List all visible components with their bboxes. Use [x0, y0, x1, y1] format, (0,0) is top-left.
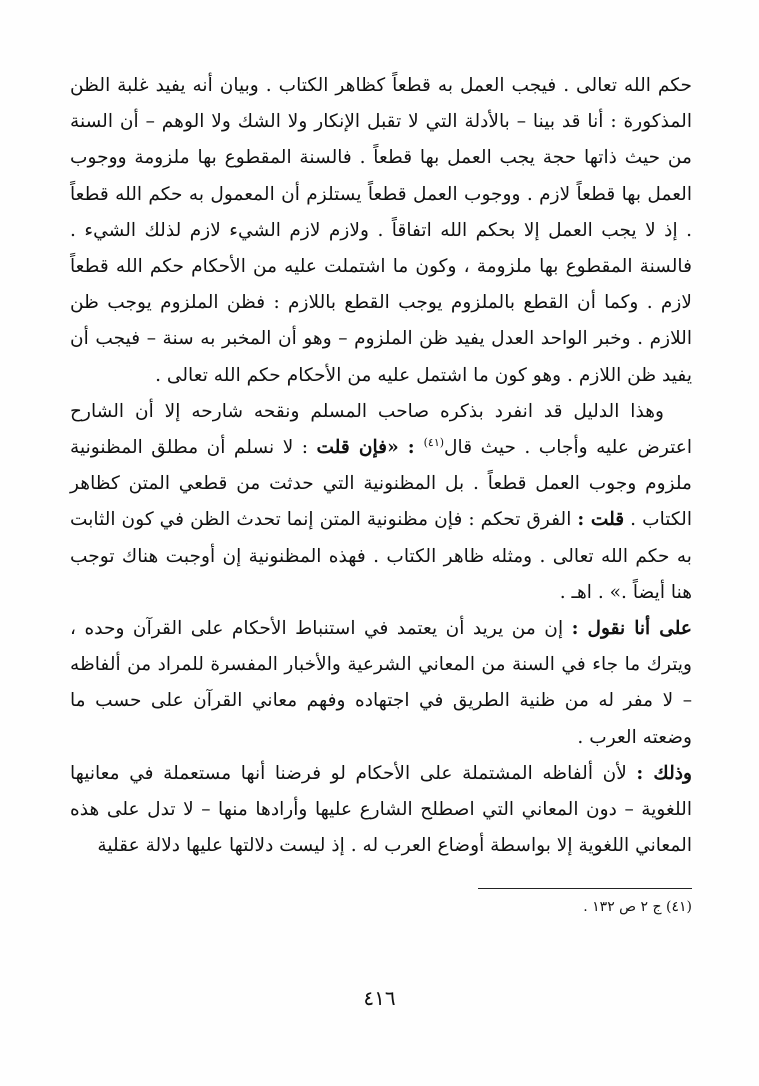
paragraph-3 [70, 611, 692, 756]
footnote-divider [478, 888, 692, 889]
footnote-reference: (٤١) [423, 435, 445, 449]
paragraph-4 [70, 756, 692, 865]
page-number: ٤١٦ [363, 986, 396, 1010]
paragraph-2-text-mid: : لا نسلم أن مطلق المظنونية ملزوم وجوب العمل قطعاً . بل المظنونية التي حدثت من قطعي المتن كظاهر الكتاب . [70, 437, 692, 531]
paragraph-2-text-end: الفرق تحكم : فإن مظنونية المتن إنما تحدث الظن في كون الثابت به حكم الله تعالى . ومثله ظاهر الكتاب . فهذه المظنونية إن أوجبت هناك توجب هنا أيضاً .» . اهـ . [70, 509, 692, 603]
paragraph-1-text: حكم الله تعالى . فيجب العمل به قطعاً كظاهر الكتاب . وبيان أنه يفيد غلبة الظن المذكورة : أنا قد بينا – بالأدلة التي لا تقبل الإنكار ولا الشك ولا الوهم – أن السنة من حيث ذاتها حجة يجب العمل بها قطعاً . فالسنة المقطوع بها ملزومة ووجوب العمل بها قطعاً لازم . ووجوب العمل قطعاً يستلزم أن المعمول به حكم الله قطعاً . إذ لا يجب العمل إلا بحكم الله اتفاقاً . ولازم لازم الشيء لازم لذلك الشيء . فالسنة المقطوع بها ملزومة ، وكون ما اشتملت عليه من الأحكام حكم الله قطعاً لازم . وكما أن القطع بالملزوم يوجب القطع باللازم : فظن الملزوم يوجب ظن اللازم . وخبر الواحد العدل يفيد ظن الملزوم – وهو أن المخبر به سنة – فيجب أن يفيد ظن اللازم . وهو كون ما اشتمل عليه من الأحكام حكم الله تعالى . [70, 75, 692, 386]
quote-lead: : «فإن قلت [316, 437, 424, 459]
paragraph-3-text: إن من يريد أن يعتمد في استنباط الأحكام على القرآن وحده ، ويترك ما جاء في السنة من المعاني الشرعية والأخبار المفسرة للمراد من ألفاظه – لا مفر له من ظنية الطريق في اجتهاده وفهم معاني القرآن على حسب ما وضعته العرب . [70, 618, 692, 748]
paragraph-1 [70, 68, 692, 394]
paragraph-3-lead: على أنا نقول : [571, 618, 693, 640]
paragraph-4-lead: وذلك : [636, 762, 692, 784]
main-text [70, 68, 692, 864]
paragraph-4-text: لأن ألفاظه المشتملة على الأحكام لو فرضنا أنها مستعملة في معانيها اللغوية – دون المعاني التي اصطلح الشارع عليها وأرادها منها – لا تدل على هذه المعاني اللغوية إلا بواسطة أوضاع العرب له . إذ ليست دلالتها عليها دلالة عقلية [70, 762, 692, 857]
paragraph-2-text-start: وهذا الدليل قد انفرد بذكره صاحب المسلم ونقحه شارحه إلا أن الشارح اعترض عليه وأجاب . حيث قال [70, 400, 693, 459]
paragraph-2 [70, 394, 692, 611]
footnote: (٤١) ج ٢ ص ١٣٢ . [583, 899, 692, 915]
answer-lead: قلت : [577, 509, 625, 531]
